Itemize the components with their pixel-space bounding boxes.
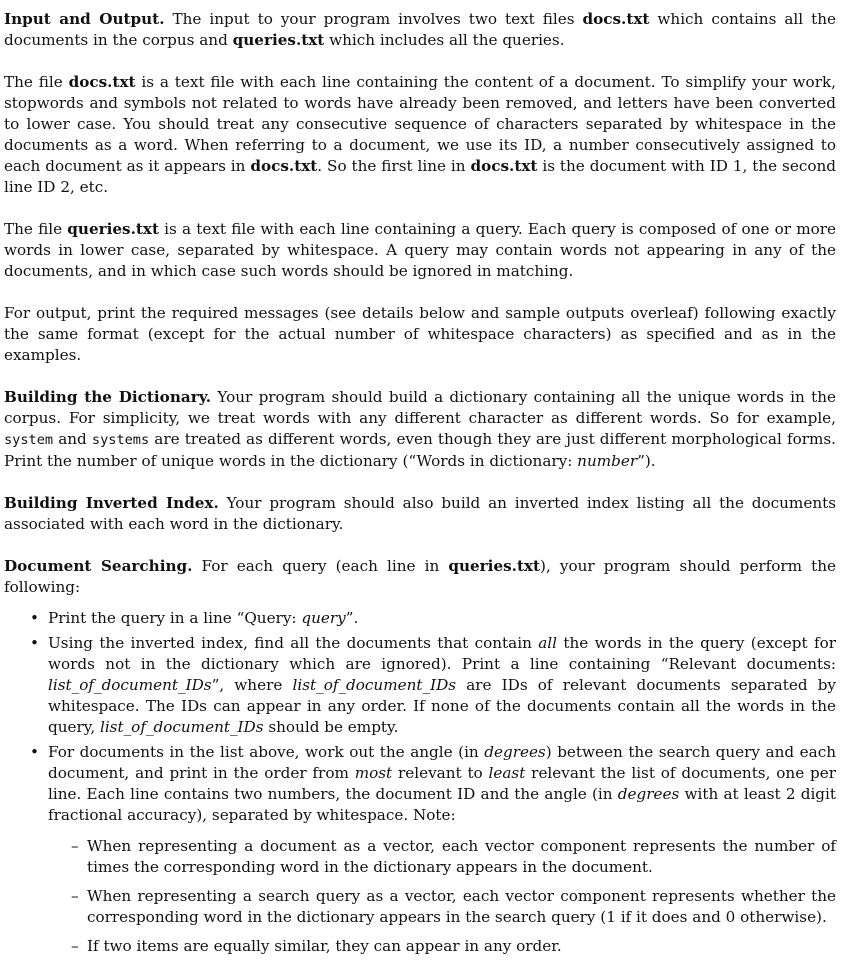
filename-docs: docs.txt <box>68 73 136 91</box>
code-systems: systems <box>91 432 150 448</box>
dictionary-paragraph: Building the Dictionary. Your program should build a dictionary containing all the unique words in the corpus. For simplicity, we treat words with any different character as different words. So for example, system and systems are treated as different words, even though they are just different morphological forms. Print the number of unique words in the dictionary (“Words in dictionary: number”). <box>4 388 836 470</box>
queries-file-paragraph: The file queries.txt is a text file with each line containing a query. Each query is composed of one or more words in lower case, separated by whitespace. A query may contain words not appearing in any of the documents, and in which case such words should be ignored in matching. <box>4 220 837 280</box>
output-paragraph: For output, print the required messages (see details below and sample outputs overleaf) following exactly the same format (except for the actual number of whitespace characters) as specified and as in the examples. <box>4 304 836 364</box>
code-system: system <box>4 432 54 448</box>
docs-file-paragraph: The file docs.txt is a text file with each line containing the content of a document. To simplify your work, stopwords and symbols not related to words have already been removed, and letters have been converted to lower case. You should treat any consecutive sequence of characters separated by whitespace in the documents as a word. When referring to a document, we use its ID, a number consecutively assigned to each document as it appears in docs.txt. So the first line in docs.txt is the document with ID 1, the second line ID 2, etc. <box>4 73 836 196</box>
dictionary-heading: Building the Dictionary. <box>4 388 212 406</box>
filename-queries: queries.txt <box>448 557 541 575</box>
inverted-index-paragraph: Building Inverted Index. Your program should also build an inverted index listing all the documents associated with each word in the dictionary. <box>4 494 836 533</box>
inverted-index-heading: Building Inverted Index. <box>4 494 219 512</box>
filename-docs: docs.txt <box>582 10 650 28</box>
input-output-heading: Input and Output. <box>4 10 165 28</box>
list-item: • Print the query in a line “Query: query”. <box>4 608 836 629</box>
filename-docs: docs.txt <box>470 157 538 175</box>
filename-docs: docs.txt <box>250 157 318 175</box>
search-steps-list <box>4 608 836 826</box>
list-item: – When representing a search query as a vector, each vector component represents whether the corresponding word in the dictionary appears in the search query (1 if it does and 0 otherwise). <box>4 886 836 928</box>
document-searching-heading: Document Searching. <box>4 557 193 575</box>
filename-queries: queries.txt <box>232 31 325 49</box>
document-searching-paragraph: Document Searching. For each query (each line in queries.txt), your program should perform the following: <box>4 557 836 596</box>
list-item: • Using the inverted index, find all the documents that contain all the words in the query (except for words not in the dictionary which are ignored). Print a line containing “Relevant documents: list_of_document_IDs”, where list_of_document_IDs are IDs of relevant documents separated by whitespace. The IDs can appear in any order. If none of the documents contain all the words in the query, list_of_document_IDs should be empty. <box>4 633 836 738</box>
list-item: • For documents in the list above, work out the angle (in degrees) between the search query and each document, and print in the order from most relevant to least relevant the list of documents, one per line. Each line contains two numbers, the document ID and the angle (in degrees with at least 2 digit fractional accuracy), separated by whitespace. Note: <box>4 742 836 826</box>
list-item: – If two items are equally similar, they can appear in any order. <box>4 936 836 957</box>
input-output-paragraph: Input and Output. The input to your program involves two text files docs.txt which contains all the documents in the corpus and queries.txt which includes all the queries. <box>4 10 836 49</box>
notes-list <box>4 836 836 957</box>
list-item: – When representing a document as a vector, each vector component represents the number of times the corresponding word in the dictionary appears in the document. <box>4 836 836 878</box>
filename-queries: queries.txt <box>67 220 159 238</box>
